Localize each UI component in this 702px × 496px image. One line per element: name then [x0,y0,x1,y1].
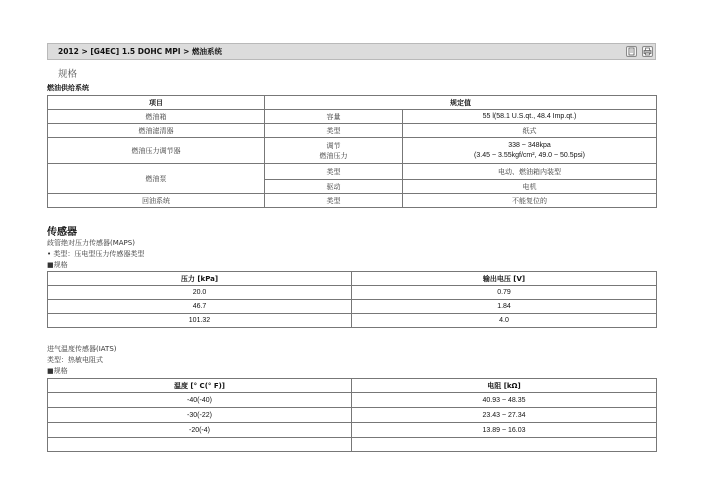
table-row [48,300,657,314]
table-row [48,438,657,452]
maps-type: • 类型：压电型压力传感器类型 [47,250,145,258]
fuel-section-heading: 燃油供给系统 [47,84,89,92]
iats-cell: 13.89 ~ 16.03 [352,423,657,438]
regulator-value-line1: 338 ~ 348kpa [508,141,551,149]
cell-return-value: 不能复位的 [403,194,657,208]
table-row [48,286,657,300]
table-row [48,408,657,423]
maps-cell: 20.0 [48,286,352,300]
cell-filter-sub: 类型 [265,124,403,138]
fuel-spec-table [47,95,657,208]
page-title: 规格 [58,69,78,80]
cell-regulator-item: 燃油压力调节器 [48,138,265,164]
printer-icon[interactable] [642,46,653,57]
iats-cell-empty [48,438,352,452]
cell-pump-sub2: 驱动 [265,180,403,194]
iats-table [47,378,657,452]
iats-cell: -30(-22) [48,408,352,423]
table-row [48,393,657,408]
cell-pump-value2: 电机 [403,180,657,194]
maps-cell: 101.32 [48,314,352,328]
maps-spec-label: ■规格 [47,261,68,269]
header-item: 项目 [48,96,265,110]
breadcrumb: 2012 > [G4EC] 1.5 DOHC MPI > 燃油系统 [58,47,222,56]
maps-cell: 1.84 [352,300,657,314]
cell-pump-value1: 电动、燃油箱内装型 [403,164,657,180]
cell-pump-item: 燃油泵 [48,164,265,194]
cell-return-item: 回油系统 [48,194,265,208]
cell-tank-value: 55 l(58.1 U.S.qt., 48.4 Imp.qt.) [403,110,657,124]
iats-cell: 40.93 ~ 48.35 [352,393,657,408]
table-row [48,314,657,328]
maps-cell: 4.0 [352,314,657,328]
iats-header-resistance: 电阻 [kΩ] [352,379,657,393]
regulator-value-line2: (3.45 ~ 3.55kgf/cm², 49.0 ~ 50.5psi) [474,151,585,159]
sensor-heading: 传感器 [47,227,77,238]
regulator-sub-line2: 燃油压力 [319,151,348,160]
cell-return-sub: 类型 [265,194,403,208]
maps-cell: 0.79 [352,286,657,300]
iats-type: 类型：热敏电阻式 [47,356,103,364]
regulator-sub-line1: 调节 [326,141,341,150]
iats-cell: -20(-4) [48,423,352,438]
cell-regulator-value [403,138,657,164]
iats-cell: -40(-40) [48,393,352,408]
iats-header-temperature: 温度 [° C(° F)] [48,379,352,393]
maps-name: 歧管绝对压力传感器(MAPS) [47,239,135,247]
maps-cell: 46.7 [48,300,352,314]
header-spec: 规定值 [265,96,657,110]
cell-tank-item: 燃油箱 [48,110,265,124]
maps-table [47,271,657,328]
maps-header-voltage: 输出电压 [V] [352,272,657,286]
iats-cell: 23.43 ~ 27.34 [352,408,657,423]
cell-filter-item: 燃油滤清器 [48,124,265,138]
document-icon[interactable] [626,46,637,57]
maps-header-pressure: 压力 [kPa] [48,272,352,286]
iats-cell-empty [352,438,657,452]
cell-pump-sub1: 类型 [265,164,403,180]
breadcrumb-bar [47,43,656,60]
cell-regulator-sub [265,138,403,164]
iats-spec-label: ■规格 [47,367,68,375]
cell-tank-sub: 容量 [265,110,403,124]
cell-filter-value: 纸式 [403,124,657,138]
iats-name: 进气温度传感器(IATS) [47,345,117,353]
table-row [48,423,657,438]
